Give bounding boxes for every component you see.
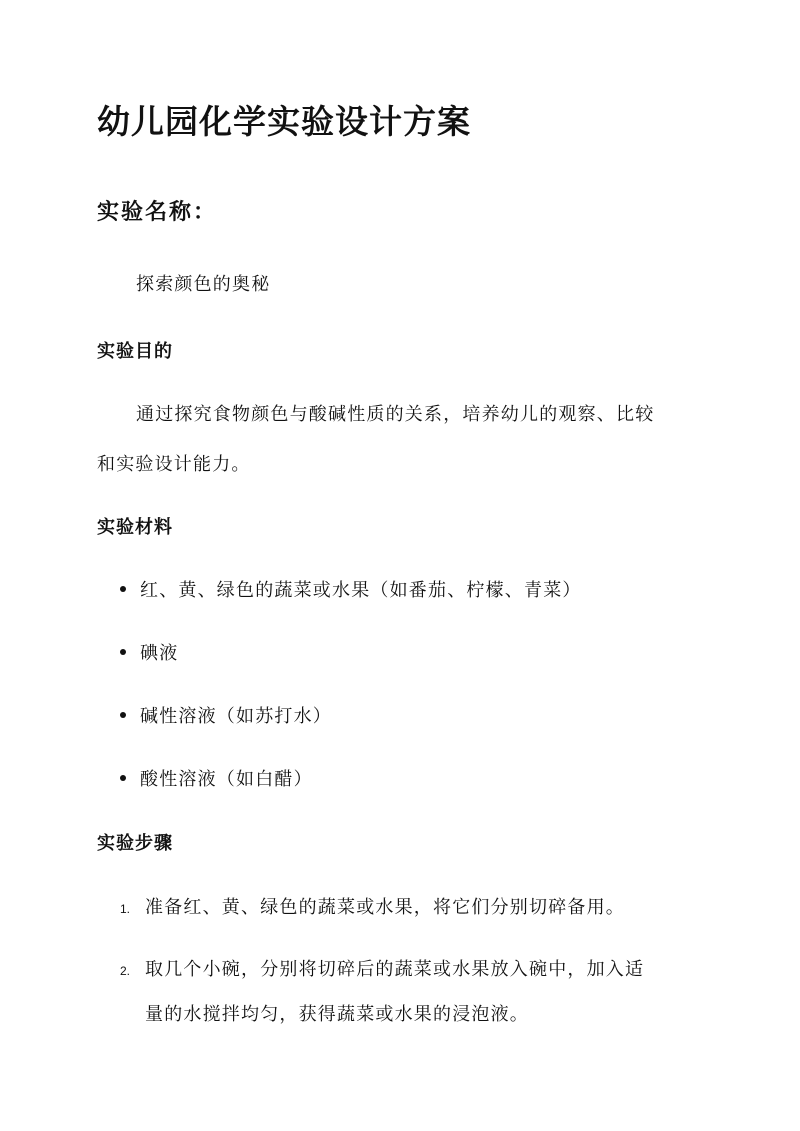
material-list-item — [120, 576, 582, 602]
step-text-continuation: 量的水搅拌均匀，获得蔬菜或水果的浸泡液。 — [145, 1004, 529, 1025]
material-label: 酸性溶液（如白醋） — [140, 769, 313, 790]
steps-heading: 实验步骤 — [97, 833, 173, 854]
material-list-item — [120, 639, 178, 665]
bullet-icon — [120, 712, 126, 718]
purpose-text-line2: 和实验设计能力。 — [97, 454, 251, 475]
material-list-item — [120, 765, 313, 791]
step-text-line1: 准备红、黄、绿色的蔬菜或水果，将它们分别切碎备用。 — [145, 897, 625, 918]
material-label: 红、黄、绿色的蔬菜或水果（如番茄、柠檬、青菜） — [140, 580, 582, 601]
purpose-heading: 实验目的 — [97, 341, 173, 362]
step-number: 2. — [120, 964, 131, 978]
step-list-item — [120, 893, 625, 919]
step-text-line1: 取几个小碗，分别将切碎后的蔬菜或水果放入碗中，加入适 — [145, 959, 645, 980]
materials-heading: 实验材料 — [97, 517, 173, 538]
material-label: 碘液 — [140, 643, 179, 664]
bullet-icon — [120, 775, 126, 781]
experiment-name-heading: 实验名称： — [97, 199, 218, 225]
step-list-item — [120, 955, 644, 981]
material-label: 碱性溶液（如苏打水） — [140, 706, 332, 727]
purpose-text-line1: 通过探究食物颜色与酸碱性质的关系，培养幼儿的观察、比较 — [136, 404, 655, 425]
document-title: 幼儿园化学实验设计方案 — [97, 102, 471, 141]
step-number: 1. — [120, 902, 131, 916]
bullet-icon — [120, 649, 126, 655]
material-list-item — [120, 702, 332, 728]
experiment-name-text: 探索颜色的奥秘 — [136, 274, 271, 295]
bullet-icon — [120, 586, 126, 592]
